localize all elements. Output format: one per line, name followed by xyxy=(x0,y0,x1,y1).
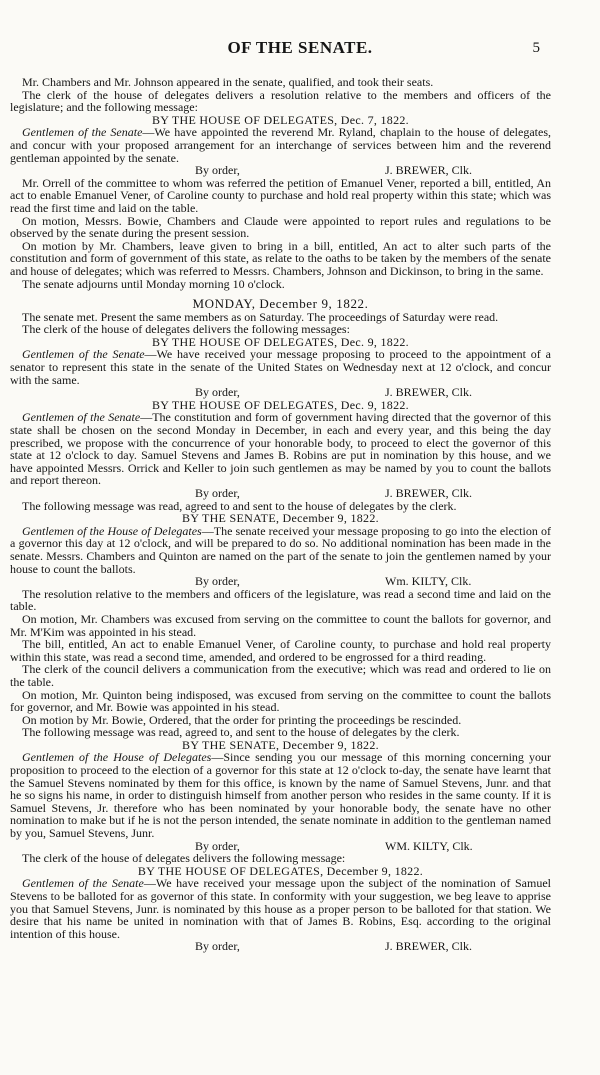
salutation: Gentlemen of the Senate xyxy=(22,876,144,891)
journal-paragraph: The clerk of the house of delegates delivers the following message: xyxy=(22,851,346,866)
journal-paragraph: The following message was read, agreed to and sent to the house of delegates by the clerk. xyxy=(22,498,457,513)
message-heading: BY THE HOUSE OF DELEGATES, Dec. 9, 1822. xyxy=(152,334,409,349)
clerk-signature: WM. KILTY, Clk. xyxy=(385,838,473,853)
message-heading: BY THE SENATE, December 9, 1822. xyxy=(182,511,379,526)
journal-paragraph: On motion by Mr. Chambers, leave given to bring in a bill, entitled, An act to alter such parts of the constitution and form of government of this state, as relate to the oaths to be taken by the members of the senate and house of delegates; which was referred to Messrs. Chambers, Johnson and Dickinson, to bring in the same. xyxy=(10,238,551,278)
journal-paragraph xyxy=(10,525,551,575)
journal-paragraph: The resolution relative to the members and officers of the legislature, was read a second time and laid on the table. xyxy=(10,586,551,614)
message-heading: BY THE HOUSE OF DELEGATES, December 9, 1822. xyxy=(137,863,424,878)
journal-paragraph: The bill, entitled, An act to enable Emanuel Vener, of Caroline county, to purchase and hold real property within this state, was read a second time, amended, and ordered to be engrossed for a third reading. xyxy=(10,637,551,664)
journal-paragraph: The clerk of the house of delegates delivers a resolution relative to the members and officers of the legislature; and the following message: xyxy=(10,87,551,115)
journal-paragraph: The clerk of the council delivers a communication from the executive; which was read and ordered to lie on the table. xyxy=(10,662,551,689)
clerk-signature: J. BREWER, Clk. xyxy=(385,163,473,178)
by-order-text: By order, xyxy=(195,486,240,500)
signature-line xyxy=(10,487,551,500)
message-text: —The constitution and form of government having directed that the governor of this state shall be chosen on the second Monday in December, in each and every year, and this being the day prescribed, we propose with the concurrence of your honorable body, to proceed to elect the governor of this state at 12 o'clock to day. Samuel Stevens and James B. Robins are put in nomination by this house, and we have appointed Messrs. Orrick and Keller to join such gentlemen as may be named by you to count the ballots and report thereon. xyxy=(10,410,551,488)
journal-paragraph: The clerk of the house of delegates delivers the following messages: xyxy=(22,322,350,337)
clerk-signature: J. BREWER, Clk. xyxy=(385,939,473,954)
signature-line xyxy=(10,386,551,399)
salutation: Gentlemen of the Senate xyxy=(22,347,145,362)
clerk-signature: J. BREWER, Clk. xyxy=(385,385,473,400)
clerk-signature: J. BREWER, Clk. xyxy=(385,486,473,500)
running-title: OF THE SENATE. xyxy=(227,38,373,57)
journal-paragraph: The senate adjourns until Monday morning 10 o'clock. xyxy=(22,276,285,291)
message-text: —Since sending you our message of this morning concerning your proposition to proceed to the election of a governor for this state at 12 o'clock to-day, the senate have learnt that the Samuel Stevens nominated by them for this office, is known by the name of Samuel Stevens, Junr. and that he so signs his name, in order to distinguish himself from another person who resides in the same county. If it is Samuel Stevens, Jr. therefore who has been nominated by your honorable body, the senate have no other nomination to make but if he is not the person intended, the senate nominate in addition to the gentleman named by you, Samuel Stevens, Junr. xyxy=(10,750,551,841)
message-heading: BY THE HOUSE OF DELEGATES, Dec. 9, 1822. xyxy=(152,397,409,412)
journal-body xyxy=(10,76,551,953)
message-heading: BY THE SENATE, December 9, 1822. xyxy=(182,737,379,752)
by-order-text: By order, xyxy=(195,838,240,853)
page-number: 5 xyxy=(532,40,540,56)
salutation: Gentlemen of the Senate xyxy=(22,410,141,425)
page-header xyxy=(10,38,590,64)
message-text: —We have appointed the reverend Mr. Ryland, chaplain to the house of delegates, and concur with your proposed arrangement for an interchange of services between him and the reverend gentleman appointed by the senate. xyxy=(10,125,551,165)
journal-paragraph xyxy=(10,877,551,940)
journal-paragraph: On motion by Mr. Bowie, Ordered, that the order for printing the proceedings be rescinded. xyxy=(22,712,462,727)
journal-paragraph: On motion, Mr. Quinton being indisposed, was excused from serving on the committee to count the ballots for governor, and Mr. Bowie was appointed in his stead. xyxy=(10,687,551,715)
signature-line xyxy=(10,940,551,953)
journal-paragraph: The following message was read, agreed to, and sent to the house of delegates by the clerk. xyxy=(22,725,460,740)
journal-paragraph xyxy=(10,411,551,487)
by-order-text: By order, xyxy=(195,574,240,589)
message-text: —We have received your message upon the subject of the nomination of Samuel Stevens to be balloted for as governor of this state. In conformity with your suggestion, we beg leave to apprise you that Samuel Stevens, Junr. is nominated by this house as a proper person to be balloted for that station. We desire that his name be united in nomination with that of James B. Robins, Esq. according to the original intention of this house. xyxy=(10,876,551,941)
message-text: —We have received your message proposing to proceed to the appointment of a senator to represent this state in the senate of the United States on Wednesday next at 12 o'clock, and concur with the same. xyxy=(10,347,551,387)
salutation: Gentlemen of the Senate xyxy=(22,125,143,140)
salutation: Gentlemen of the House of Delegates xyxy=(22,750,212,765)
message-heading: MONDAY, December 9, 1822. xyxy=(192,296,369,312)
journal-paragraph: The senate met. Present the same members as on Saturday. The proceedings of Saturday were read. xyxy=(22,309,499,324)
journal-paragraph: Mr. Chambers and Mr. Johnson appeared in the senate, qualified, and took their seats. xyxy=(22,75,434,89)
journal-paragraph: Mr. Orrell of the committee to whom was referred the petition of Emanuel Vener, reported a bill, entitled, An act to enable Emanuel Vener, of Caroline county to purchase and hold real property within this state; which was read the first time and laid on the table. xyxy=(10,175,551,215)
message-text: —The senate received your message proposing to go into the election of a governor this day at 12 o'clock, and will be prepared to do so. No additional nomination has been made in the senate. Messrs. Chambers and Quinton are named on the part of the senate to join the gentlemen named by your house to count the ballots. xyxy=(10,523,552,576)
signature-line xyxy=(10,164,551,177)
by-order-text: By order, xyxy=(195,939,240,954)
journal-paragraph xyxy=(10,126,551,164)
journal-paragraph xyxy=(10,751,551,839)
journal-paragraph xyxy=(10,348,551,386)
journal-paragraph: On motion, Mr. Chambers was excused from serving on the committee to count the ballots for governor, and Mr. M'Kim was appointed in his stead. xyxy=(10,611,551,639)
journal-paragraph: On motion, Messrs. Bowie, Chambers and Claude were appointed to report rules and regulations to be observed by the senate during the present session. xyxy=(10,213,551,241)
by-order-text: By order, xyxy=(195,163,240,178)
clerk-signature: Wm. KILTY, Clk. xyxy=(385,574,472,589)
signature-line xyxy=(10,575,551,588)
salutation: Gentlemen of the House of Delegates xyxy=(22,523,202,538)
by-order-text: By order, xyxy=(195,385,240,400)
message-heading: BY THE HOUSE OF DELEGATES, Dec. 7, 1822. xyxy=(152,112,409,127)
